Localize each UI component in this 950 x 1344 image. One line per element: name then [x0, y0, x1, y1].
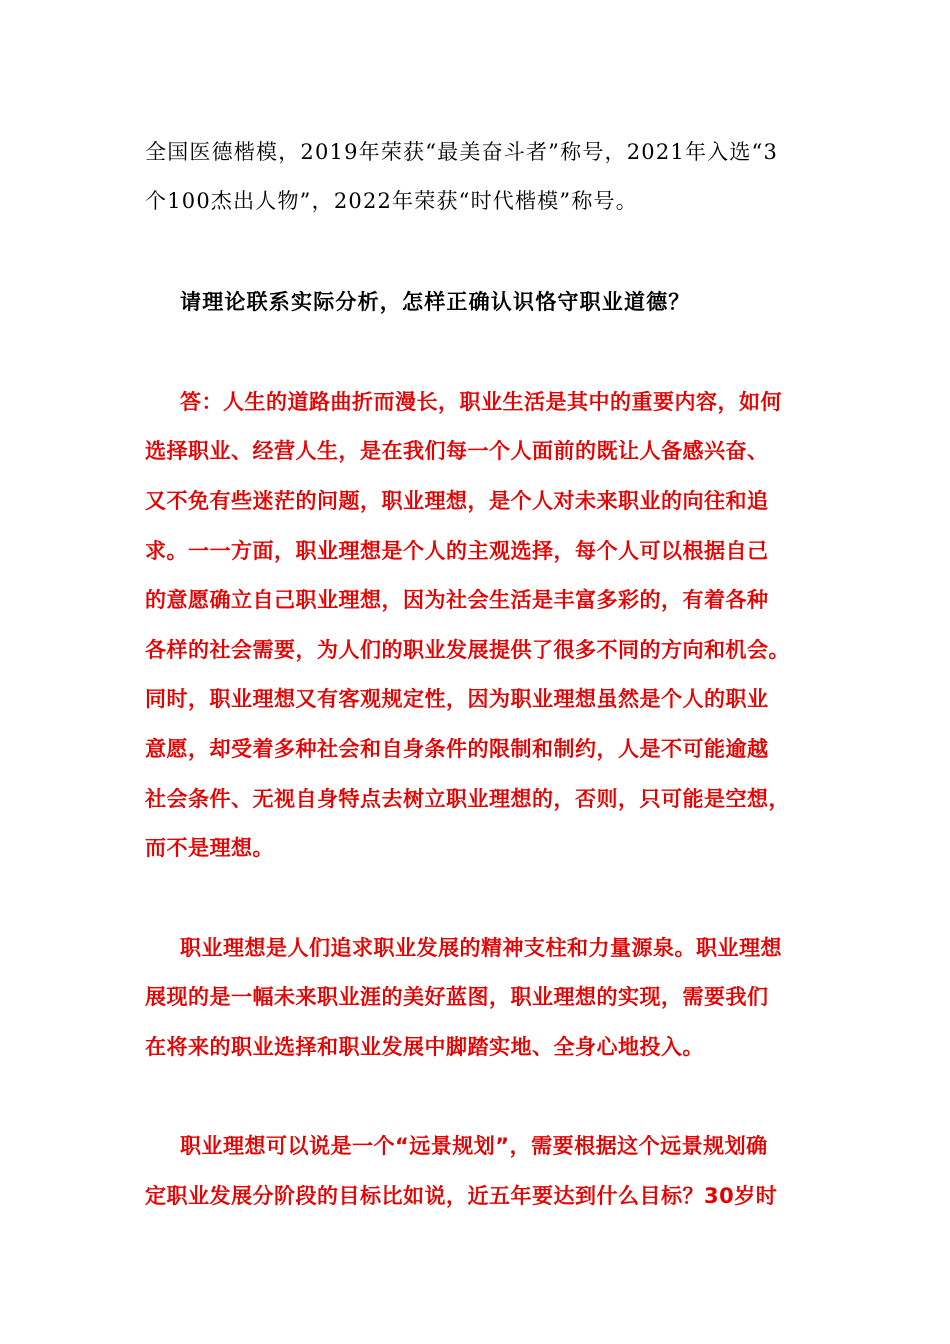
answer-line: 职业理想是人们追求职业发展的精神支柱和力量源泉。职业理想: [180, 936, 782, 960]
answer-line: 而不是理想。: [145, 836, 274, 860]
answer-line: 各样的社会需要，为人们的职业发展提供了很多不同的方向和机会。: [145, 638, 790, 662]
answer-line: 社会条件、无视自身特点去树立职业理想的，否则，只可能是空想，: [145, 787, 790, 811]
answer-line: 在将来的职业选择和职业发展中脚踏实地、全身心地投入。: [145, 1035, 704, 1059]
answer-line: 选择职业、经营人生，是在我们每一个人面前的既让人备感兴奋、: [145, 439, 769, 463]
answer-line: 职业理想可以说是一个“远景规划”，需要根据这个远景规划确: [180, 1134, 768, 1158]
intro-line: 个100杰出人物”，2022年荣获“时代楷模”称号。: [145, 189, 638, 213]
answer-line: 展现的是一幅未来职业涯的美好蓝图，职业理想的实现，需要我们: [145, 985, 769, 1009]
answer-line: 意愿，却受着多种社会和自身条件的限制和制约，人是不可能逾越: [145, 737, 769, 761]
answer-line: 又不免有些迷茫的问题，职业理想，是个人对未来职业的向往和追: [145, 489, 769, 513]
answer-line: 求。一一方面，职业理想是个人的主观选择，每个人可以根据自己: [145, 539, 769, 563]
answer-line: 答：人生的道路曲折而漫长，职业生活是其中的重要内容，如何: [180, 390, 782, 414]
answer-line: 的意愿确立自己职业理想，因为社会生活是丰富多彩的，有着各种: [145, 588, 769, 612]
question-text: 请理论联系实际分析，怎样正确认识恪守职业道德？: [180, 290, 691, 314]
intro-line: 全国医德楷模，2019年荣获“最美奋斗者”称号，2021年入选“3: [145, 140, 779, 164]
answer-line: 同时，职业理想又有客观规定性，因为职业理想虽然是个人的职业: [145, 687, 769, 711]
answer-line: 定职业发展分阶段的目标比如说，近五年要达到什么目标？30岁时: [145, 1184, 778, 1208]
